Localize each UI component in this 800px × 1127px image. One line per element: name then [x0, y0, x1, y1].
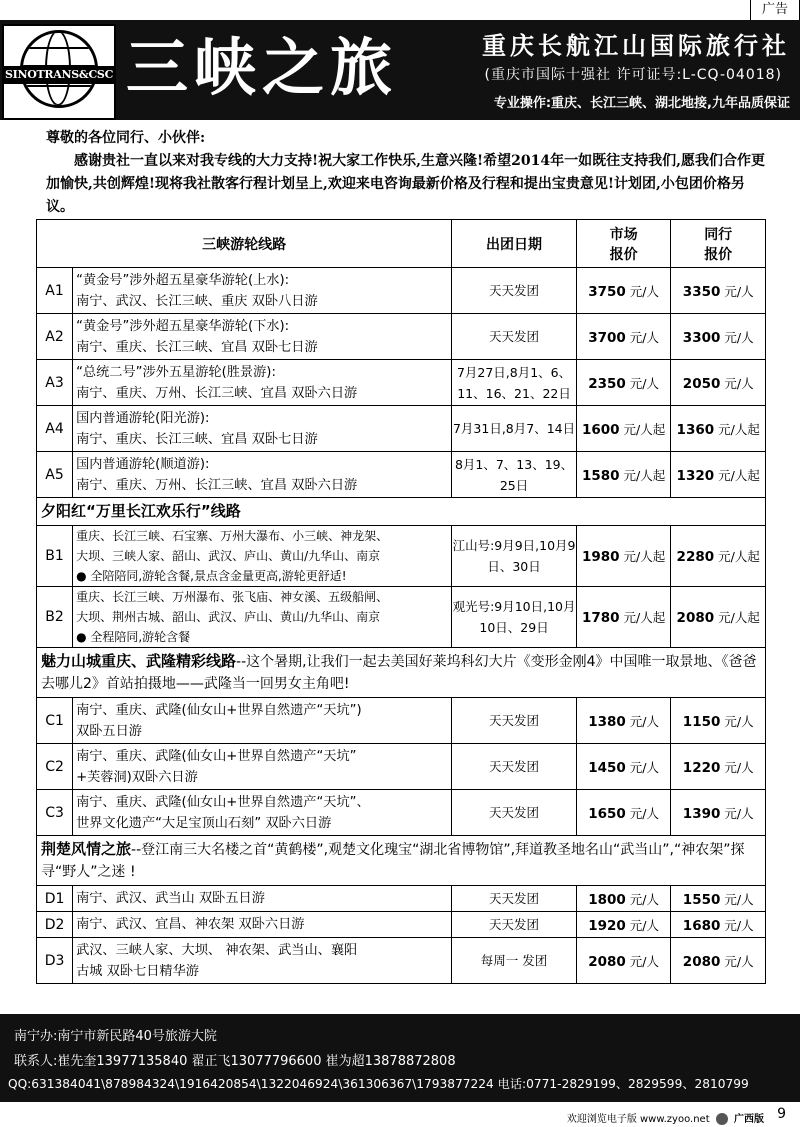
route-line2: 南宁、武汉、长江三峡、重庆 双卧八日游 — [76, 293, 318, 309]
header-market-l2: 报价 — [609, 246, 638, 263]
peer-price-value: 1220 — [682, 759, 721, 776]
section-c-title: 魅力山城重庆、武隆精彩线路 — [41, 652, 237, 670]
company-name: 重庆长航江山国际旅行社 — [482, 32, 790, 60]
section-d-title: 荆楚风情之旅 — [41, 840, 132, 858]
peer-price-unit: 元/人 — [724, 759, 754, 775]
header-peer-l1: 同行 — [704, 226, 733, 243]
route-row-c2 — [37, 744, 766, 790]
market-price — [576, 587, 671, 648]
market-price-value: 1600 — [581, 421, 620, 438]
route-line1: 国内普通游轮(顺道游): — [76, 456, 210, 472]
route-row-b1 — [37, 526, 766, 587]
footer-contact — [0, 1014, 800, 1102]
route-code: D2 — [37, 912, 73, 938]
peer-price — [671, 587, 766, 648]
peer-price — [671, 314, 766, 360]
peer-price-value: 3350 — [682, 283, 721, 300]
depart-date: 天天发团 — [452, 790, 576, 836]
route-desc — [73, 587, 452, 648]
route-desc — [73, 452, 452, 498]
route-code: A5 — [37, 452, 73, 498]
peer-price — [671, 744, 766, 790]
route-note: ● 全程陪同,游轮含餐 — [76, 630, 191, 644]
route-desc — [73, 938, 452, 984]
route-line1: “黄金号”涉外超五星豪华游轮(上水): — [76, 272, 290, 288]
peer-price-unit: 元/人 — [724, 891, 754, 907]
route-desc — [73, 314, 452, 360]
header-market — [576, 220, 671, 268]
peer-price-value: 1680 — [682, 917, 721, 934]
market-price — [576, 526, 671, 587]
route-note: ● 全陪陪同,游轮含餐,景点含金量更高,游轮更舒适! — [76, 569, 347, 583]
route-line1: 南宁、重庆、武隆(仙女山+世界自然遗产“天坑” — [76, 748, 357, 764]
depart-date: 8月1、7、13、19、25日 — [452, 452, 576, 498]
peer-price-unit: 元/人起 — [718, 549, 760, 564]
peer-price-unit: 元/人 — [724, 713, 754, 729]
header-banner — [0, 20, 800, 120]
routes-table — [36, 219, 766, 984]
header-date: 出团日期 — [452, 220, 576, 268]
route-line2: 南宁、重庆、万州、长江三峡、宜昌 双卧六日游 — [76, 385, 358, 401]
market-price — [576, 360, 671, 406]
market-price-unit: 元/人起 — [623, 549, 666, 564]
route-line2: 大坝、荆州古城、韶山、武汉、庐山、黄山/九华山、南京 — [76, 610, 381, 624]
route-row-c1 — [37, 698, 766, 744]
peer-price-unit: 元/人 — [724, 329, 754, 345]
market-price-value: 1980 — [581, 549, 620, 565]
route-code: A4 — [37, 406, 73, 452]
market-price-unit: 元/人 — [629, 759, 659, 775]
route-row-a5 — [37, 452, 766, 498]
bottom-bar — [567, 1110, 764, 1125]
peer-price — [671, 886, 766, 912]
route-code: B2 — [37, 587, 73, 648]
market-price — [576, 406, 671, 452]
route-line2: 古城 双卧七日精华游 — [76, 963, 199, 979]
market-price-value: 1580 — [581, 467, 620, 484]
route-desc — [73, 268, 452, 314]
route-code: A1 — [37, 268, 73, 314]
route-line1: “黄金号”涉外超五星豪华游轮(下水): — [76, 318, 290, 334]
route-row-a1 — [37, 268, 766, 314]
route-line1: “总统二号”涉外五星游轮(胜景游): — [76, 364, 276, 380]
peer-price — [671, 790, 766, 836]
market-price-unit: 元/人起 — [623, 421, 666, 437]
market-price-value: 1780 — [581, 610, 620, 626]
depart-date: 7月27日,8月1、6、11、16、21、22日 — [452, 360, 576, 406]
section-c-banner — [37, 648, 766, 698]
market-price-value: 1380 — [588, 713, 626, 730]
route-desc — [73, 526, 452, 587]
route-line1: 重庆、长江三峡、万州瀑布、张飞庙、神女溪、五级船闸、 — [76, 590, 389, 604]
market-price-unit: 元/人 — [629, 805, 659, 821]
peer-price-unit: 元/人 — [724, 953, 754, 969]
peer-price-value: 2280 — [676, 549, 715, 565]
peer-price — [671, 912, 766, 938]
intro-letter — [46, 127, 766, 219]
table-header-row — [37, 220, 766, 268]
market-price-value: 2080 — [588, 953, 626, 970]
market-price-value: 1650 — [588, 805, 626, 822]
depart-date: 天天发团 — [452, 886, 576, 912]
header-peer — [671, 220, 766, 268]
market-price-value: 1450 — [588, 759, 626, 776]
route-line1: 国内普通游轮(阳光游): — [76, 410, 210, 426]
section-c-desc: --这个暑期,让我们一起去美国好莱坞科幻大片《变形金刚4》中国唯一取景地、《爸爸去哪儿2》首站拍摄地——武隆当一回男女主角吧! — [41, 654, 757, 692]
market-price-unit: 元/人 — [629, 283, 659, 299]
market-price-unit: 元/人 — [629, 891, 659, 907]
peer-price-unit: 元/人 — [724, 375, 754, 391]
peer-price-value: 1360 — [676, 421, 715, 438]
route-line2: 南宁、重庆、长江三峡、宜昌 双卧七日游 — [76, 339, 318, 355]
route-desc — [73, 406, 452, 452]
route-line1: 武汉、三峡人家、大坝、 神农架、武当山、襄阳 — [76, 942, 358, 958]
route-code: D3 — [37, 938, 73, 984]
route-code: C1 — [37, 698, 73, 744]
footer-qq-phone: QQ:631384041\878984324\1916420854\1322046924\361306367\1793877224 电话:0771-2829199、2829599、2810799 — [8, 1077, 749, 1091]
peer-price-value: 2080 — [682, 953, 721, 970]
peer-price-unit: 元/人 — [724, 805, 754, 821]
footer-office: 南宁办:南宁市新民路40号旅游大院 — [14, 1029, 217, 1044]
route-row-c3 — [37, 790, 766, 836]
logo-text: SINOTRANS&CSC — [4, 66, 114, 84]
route-row-a4 — [37, 406, 766, 452]
services-line: 专业操作:重庆、长江三峡、湖北地接,九年品质保证 — [493, 96, 790, 111]
route-code: D1 — [37, 886, 73, 912]
depart-date: 天天发团 — [452, 744, 576, 790]
market-price-value: 2350 — [588, 375, 626, 392]
peer-price-value: 2050 — [682, 375, 721, 392]
market-price-unit: 元/人起 — [623, 467, 666, 483]
peer-price-unit: 元/人起 — [718, 421, 760, 437]
header-peer-l2: 报价 — [704, 246, 733, 263]
route-row-b2 — [37, 587, 766, 648]
peer-price — [671, 452, 766, 498]
market-price-value: 3700 — [588, 329, 626, 346]
route-row-a2 — [37, 314, 766, 360]
page-number: 9 — [777, 1106, 786, 1122]
route-desc — [73, 790, 452, 836]
section-c-row — [37, 648, 766, 698]
market-price — [576, 790, 671, 836]
market-price — [576, 744, 671, 790]
peer-price — [671, 268, 766, 314]
market-price-unit: 元/人 — [629, 917, 659, 933]
market-price — [576, 938, 671, 984]
market-price-unit: 元/人 — [629, 953, 659, 969]
depart-date: 每周一 发团 — [452, 938, 576, 984]
peer-price-value: 1390 — [682, 805, 721, 822]
market-price-unit: 元/人 — [629, 713, 659, 729]
peer-price — [671, 526, 766, 587]
route-code: C2 — [37, 744, 73, 790]
peer-price — [671, 698, 766, 744]
route-row-d2 — [37, 912, 766, 938]
peer-price-unit: 元/人起 — [718, 467, 760, 483]
section-d-desc: --登江南三大名楼之首“黄鹤楼”,观楚文化瑰宝“湖北省博物馆”,拜道教圣地名山“武当山”,“神农架”探寻“野人”之迷 ! — [41, 842, 745, 880]
depart-date: 天天发团 — [452, 314, 576, 360]
header-market-l1: 市场 — [609, 226, 638, 243]
route-code: A2 — [37, 314, 73, 360]
market-price — [576, 268, 671, 314]
route-desc — [73, 698, 452, 744]
route-code: C3 — [37, 790, 73, 836]
route-line2: 南宁、重庆、长江三峡、宜昌 双卧七日游 — [76, 431, 318, 447]
license-line: (重庆市国际十强社 许可证号:L-CQ-04018) — [484, 67, 782, 83]
intro-body: 感谢贵社一直以来对我专线的大力支持!祝大家工作快乐,生意兴隆!希望2014年一如既往支持我们,愿我们合作更加愉快,共创辉煌!现将我社散客行程计划呈上,欢迎来电咨询最新价格及行程和提出宝贵意见!计划团,小包团价格另议。 — [46, 153, 766, 215]
market-price — [576, 912, 671, 938]
peer-price-value: 1550 — [682, 891, 721, 908]
peer-price-value: 3300 — [682, 329, 721, 346]
route-line1: 重庆、长江三峡、石宝寨、万州大瀑布、小三峡、神龙架、 — [76, 529, 389, 543]
peer-price-unit: 元/人 — [724, 283, 754, 299]
route-line2: +芙蓉洞)双卧六日游 — [76, 769, 198, 785]
route-line2: 双卧五日游 — [76, 723, 142, 739]
market-price — [576, 452, 671, 498]
market-price — [576, 698, 671, 744]
peer-price-value: 1320 — [676, 467, 715, 484]
market-price — [576, 886, 671, 912]
route-line2: 世界文化遗产“大足宝顶山石刻” 双卧六日游 — [76, 815, 332, 831]
peer-price — [671, 360, 766, 406]
route-desc — [73, 360, 452, 406]
route-line1: 南宁、重庆、武隆(仙女山+世界自然遗产“天坑”、 — [76, 794, 370, 810]
route-line1: 南宁、武汉、宜昌、神农架 双卧六日游 — [76, 917, 305, 932]
route-line1: 南宁、武汉、武当山 双卧五日游 — [76, 891, 265, 906]
peer-price-value: 2080 — [676, 610, 715, 626]
market-price-value: 3750 — [588, 283, 626, 300]
route-line2: 南宁、重庆、万州、长江三峡、宜昌 双卧六日游 — [76, 477, 358, 493]
zyoo-logo-icon — [716, 1113, 728, 1125]
edition-label: 广西版 — [734, 1114, 764, 1125]
depart-date: 7月31日,8月7、14日 — [452, 406, 576, 452]
section-b-row — [37, 498, 766, 526]
section-d-banner — [37, 836, 766, 886]
peer-price-unit: 元/人 — [724, 917, 754, 933]
route-desc — [73, 912, 452, 938]
main-title: 三峡之旅 — [126, 31, 399, 104]
header-route: 三峡游轮线路 — [37, 220, 452, 268]
peer-price-unit: 元/人起 — [718, 610, 760, 625]
route-row-d1 — [37, 886, 766, 912]
ad-label: 广告 — [750, 0, 800, 21]
peer-price — [671, 406, 766, 452]
market-price-unit: 元/人 — [629, 375, 659, 391]
depart-date: 江山号:9月9日,10月9日、30日 — [452, 526, 576, 587]
peer-price — [671, 938, 766, 984]
market-price-value: 1800 — [588, 891, 626, 908]
section-b-title: 夕阳红“万里长江欢乐行”线路 — [37, 498, 766, 526]
section-d-row — [37, 836, 766, 886]
route-row-d3 — [37, 938, 766, 984]
market-price-unit: 元/人起 — [623, 610, 666, 625]
depart-date: 观光号:9月10日,10月10日、29日 — [452, 587, 576, 648]
depart-date: 天天发团 — [452, 698, 576, 744]
company-logo — [2, 24, 116, 120]
route-desc — [73, 744, 452, 790]
market-price-value: 1920 — [588, 917, 626, 934]
route-code: B1 — [37, 526, 73, 587]
market-price — [576, 314, 671, 360]
depart-date: 天天发团 — [452, 912, 576, 938]
route-line2: 大坝、三峡人家、韶山、武汉、庐山、黄山/九华山、南京 — [76, 549, 381, 563]
depart-date: 天天发团 — [452, 268, 576, 314]
route-line1: 南宁、重庆、武隆(仙女山+世界自然遗产“天坑”) — [76, 702, 362, 718]
market-price-unit: 元/人 — [629, 329, 659, 345]
bottom-site: 欢迎浏览电子版 www.zyoo.net — [566, 1114, 710, 1125]
route-desc — [73, 886, 452, 912]
route-row-a3 — [37, 360, 766, 406]
peer-price-value: 1150 — [682, 713, 721, 730]
route-code: A3 — [37, 360, 73, 406]
greeting: 尊敬的各位同行、小伙伴: — [46, 130, 206, 146]
footer-contacts: 联系人:崔先奎13977135840 翟正飞13077796600 崔为超13878872808 — [14, 1054, 456, 1069]
